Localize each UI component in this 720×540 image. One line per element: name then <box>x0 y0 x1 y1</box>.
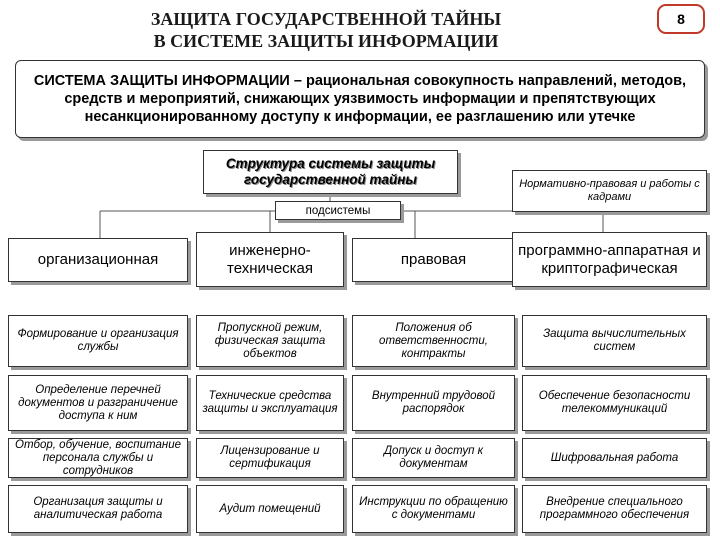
item-crypto-2: Обеспечение безопасности телекоммуникаций <box>522 375 707 431</box>
item-eng-3: Лицензирование и сертификация <box>196 438 344 478</box>
normative-legal-box: Нормативно-правовая и работы с кадрами <box>512 170 707 212</box>
subsystems-label: подсистемы <box>275 201 401 220</box>
item-eng-4: Аудит помещений <box>196 485 344 533</box>
subsystem-legal: правовая <box>352 238 515 282</box>
subsystem-organizational: организационная <box>8 238 188 282</box>
slide-number-badge: 8 <box>657 4 705 34</box>
item-org-3: Отбор, обучение, воспитание персонала службы и сотрудников <box>8 438 188 478</box>
item-org-2: Определение перечней документов и разграничение доступа к ним <box>8 375 188 431</box>
item-org-1: Формирование и организация службы <box>8 315 188 367</box>
title-line-1: ЗАЩИТА ГОСУДАРСТВЕННОЙ ТАЙНЫ <box>150 9 502 29</box>
item-crypto-1: Защита вычислительных систем <box>522 315 707 367</box>
item-legal-4: Инструкции по обращению с документами <box>352 485 515 533</box>
subsystem-engineering: инженерно-техническая <box>196 232 344 287</box>
item-eng-2: Технические средства защиты и эксплуатация <box>196 375 344 431</box>
item-eng-1: Пропускной режим, физическая защита объектов <box>196 315 344 367</box>
item-legal-2: Внутренний трудовой распорядок <box>352 375 515 431</box>
subsystem-software-crypto: программно-аппаратная и криптографическая <box>512 232 707 287</box>
title-line-2: В СИСТЕМЕ ЗАЩИТЫ ИНФОРМАЦИИ <box>153 31 499 51</box>
item-legal-1: Положения об ответственности, контракты <box>352 315 515 367</box>
page-title <box>96 8 556 52</box>
structure-box: Структура системы защиты государственной тайны <box>203 150 458 194</box>
definition-box: СИСТЕМА ЗАЩИТЫ ИНФОРМАЦИИ – рациональная совокупность направлений, методов, средств и мероприятий, снижающих уязвимость информации и препятствующих несанкционированному доступу к информации, ее разглашению или утечке <box>15 60 705 138</box>
item-crypto-3: Шифровальная работа <box>522 438 707 478</box>
item-crypto-4: Внедрение специального программного обеспечения <box>522 485 707 533</box>
item-legal-3: Допуск и доступ к документам <box>352 438 515 478</box>
item-org-4: Организация защиты и аналитическая работа <box>8 485 188 533</box>
